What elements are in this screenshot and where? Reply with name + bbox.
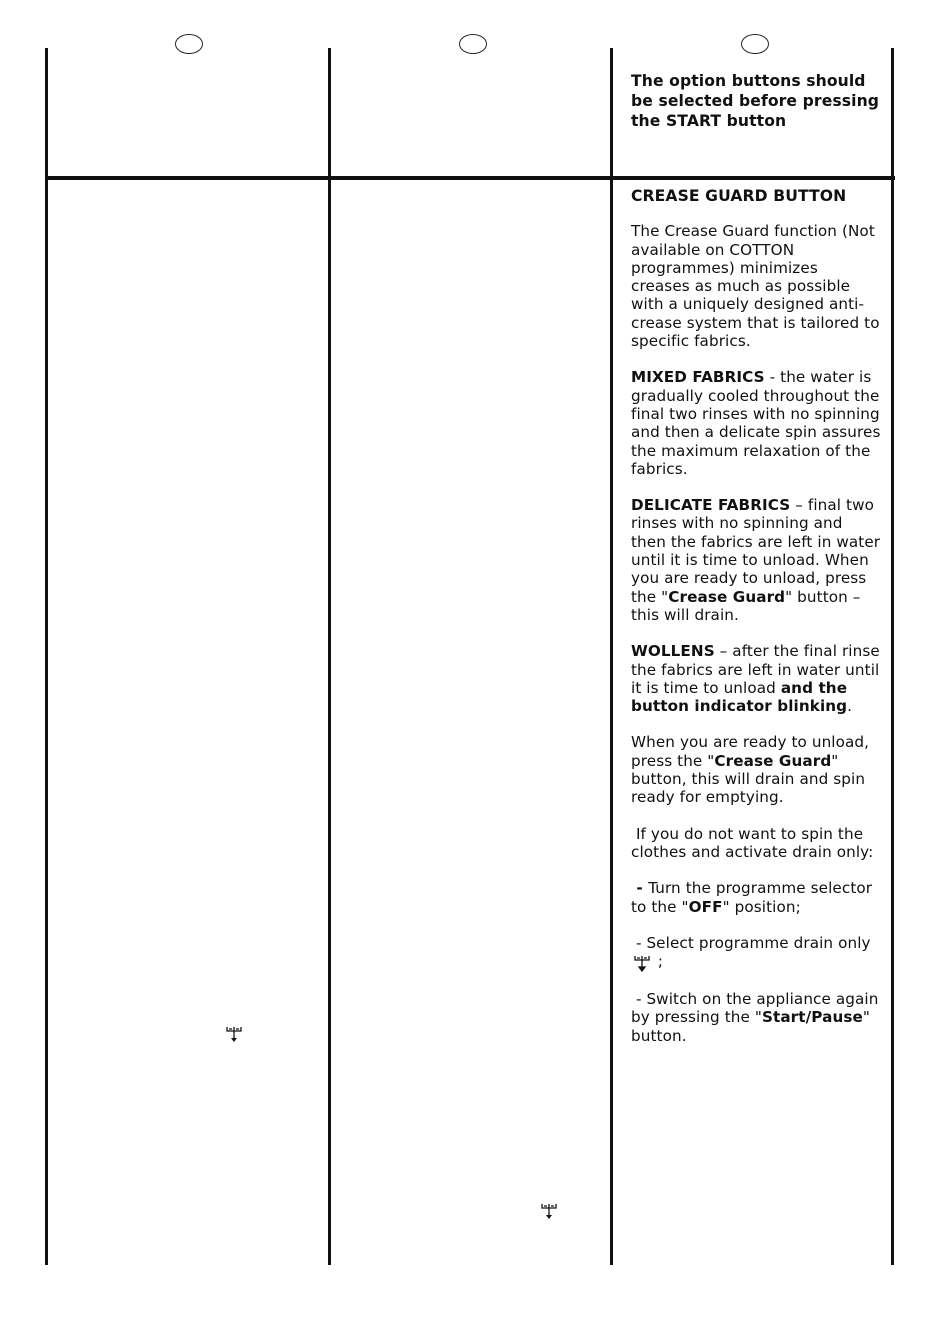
- wollens-text: – after the final rinse the fabrics are left in water until it is time to unload: [631, 642, 880, 697]
- crease-guard-section: [631, 187, 884, 1045]
- drain-icon: [225, 1023, 243, 1043]
- step-1-dash: -: [631, 879, 649, 898]
- step-1-end: " position;: [722, 897, 801, 916]
- section-title: CREASE GUARD BUTTON: [631, 187, 847, 205]
- delicate-fabrics-paragraph: [631, 496, 881, 624]
- delicate-text-2: " button – this will drain.: [631, 587, 861, 624]
- column-divider-left: [45, 48, 48, 1265]
- header-note: The option buttons should be selected before pressing the START button: [631, 72, 880, 130]
- header-divider: [46, 176, 895, 180]
- step-2-end: ;: [653, 952, 664, 971]
- ready-bold: Crease Guard: [714, 751, 832, 770]
- drain-icon: [540, 1200, 558, 1220]
- step-3-bold: Start/Pause: [761, 1008, 863, 1027]
- step-1: [631, 879, 881, 916]
- step-3: [631, 990, 884, 1045]
- delicate-text-1: – final two rinses with no spinning and then the fabrics are left in water until it is time to unload. When you are ready to unload, press the ": [631, 496, 881, 606]
- delicate-bold: Crease Guard: [668, 587, 786, 606]
- step-3-end: " button.: [631, 1008, 875, 1045]
- language-circle-icon: [741, 34, 769, 54]
- ready-paragraph: [631, 733, 881, 806]
- wollens-paragraph: [631, 642, 881, 715]
- no-spin-paragraph: If you do not want to spin the clothes and activate drain only:: [631, 824, 874, 861]
- language-circle-icon: [459, 34, 487, 54]
- column-divider-middle-1: [328, 48, 331, 1265]
- column-divider-right: [891, 48, 894, 1265]
- wollens-label: WOLLENS: [631, 642, 715, 661]
- mixed-label: MIXED FABRICS: [631, 368, 765, 387]
- language-circle-icon: [175, 34, 203, 54]
- wollens-bold: and the button indicator blinking: [631, 678, 848, 716]
- step-1-bold: OFF: [688, 897, 723, 916]
- drain-icon: [633, 952, 651, 972]
- step-3-text: - Switch on the appliance again by pressing the ": [631, 990, 884, 1027]
- delicate-label: DELICATE FABRICS: [631, 496, 791, 515]
- column-divider-middle-2: [610, 48, 613, 1265]
- step-2: [631, 934, 881, 972]
- wollens-end: .: [847, 697, 853, 716]
- mixed-text: - the water is gradually cooled throughout the final two rinses with no spinning and then a delicate spin assures the maximum relaxation of the fabrics.: [631, 368, 881, 478]
- ready-text-1: When you are ready to unload, press the ": [631, 733, 870, 770]
- intro-paragraph: The Crease Guard function (Not available on COTTON programmes) minimizes creases as much as possible with a uniquely designed anti-crease system that is tailored to specific fabrics.: [631, 222, 880, 351]
- ready-text-2: " button, this will drain and spin ready for emptying.: [631, 751, 866, 807]
- step-2-text: - Select programme drain only: [631, 933, 876, 952]
- step-1-text: Turn the programme selector to the ": [631, 879, 878, 916]
- mixed-fabrics-paragraph: [631, 368, 881, 478]
